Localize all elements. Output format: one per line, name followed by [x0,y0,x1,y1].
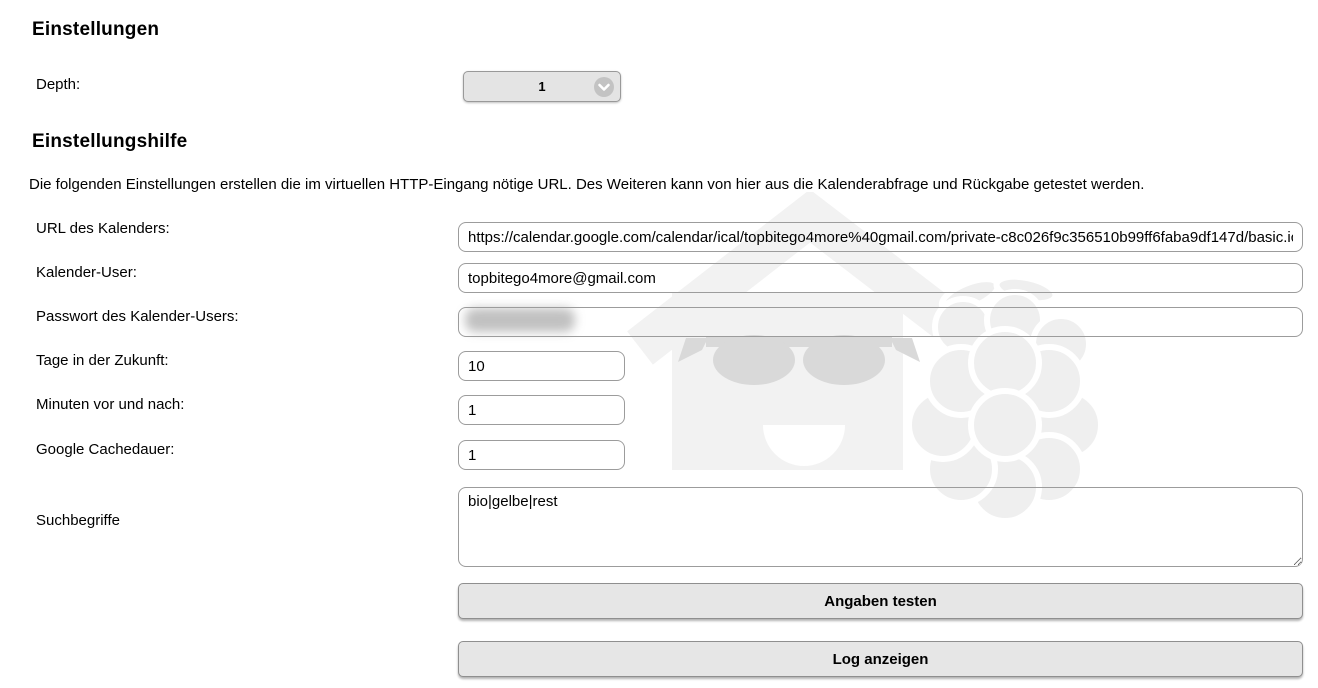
settings-heading: Einstellungen [32,19,160,40]
minutes-before-after-input[interactable] [458,395,625,425]
test-data-button[interactable]: Angaben testen [458,583,1303,619]
smile-shape [763,425,845,466]
calendar-url-label: URL des Kalenders: [36,220,170,237]
calendar-user-label: Kalender-User: [36,264,137,281]
depth-select-value: 1 [538,79,546,94]
help-description: Die folgenden Einstellungen erstellen die im virtuellen HTTP-Eingang nötige URL. Des Weiteren kann von hier aus die Kalenderabfrage und Rückgabe getestet werden. [29,176,1145,193]
help-heading: Einstellungshilfe [32,131,188,152]
calendar-url-input[interactable] [458,222,1303,252]
google-cache-duration-label: Google Cachedauer: [36,441,175,458]
depth-select[interactable] [463,71,621,102]
sunglasses-icon [678,335,920,385]
calendar-password-field [458,307,1303,337]
depth-label: Depth: [36,76,81,93]
calendar-password-input[interactable] [458,307,1303,337]
search-terms-textarea[interactable] [458,487,1303,567]
calendar-password-label: Passwort des Kalender-Users: [36,308,239,325]
minutes-before-after-label: Minuten vor und nach: [36,396,185,413]
calendar-user-input[interactable] [458,263,1303,293]
days-in-future-input[interactable] [458,351,625,381]
chevron-down-icon [594,77,614,97]
show-log-button[interactable]: Log anzeigen [458,641,1303,677]
google-cache-duration-input[interactable] [458,440,625,470]
search-terms-label: Suchbegriffe [36,512,120,529]
days-in-future-label: Tage in der Zukunft: [36,352,169,369]
